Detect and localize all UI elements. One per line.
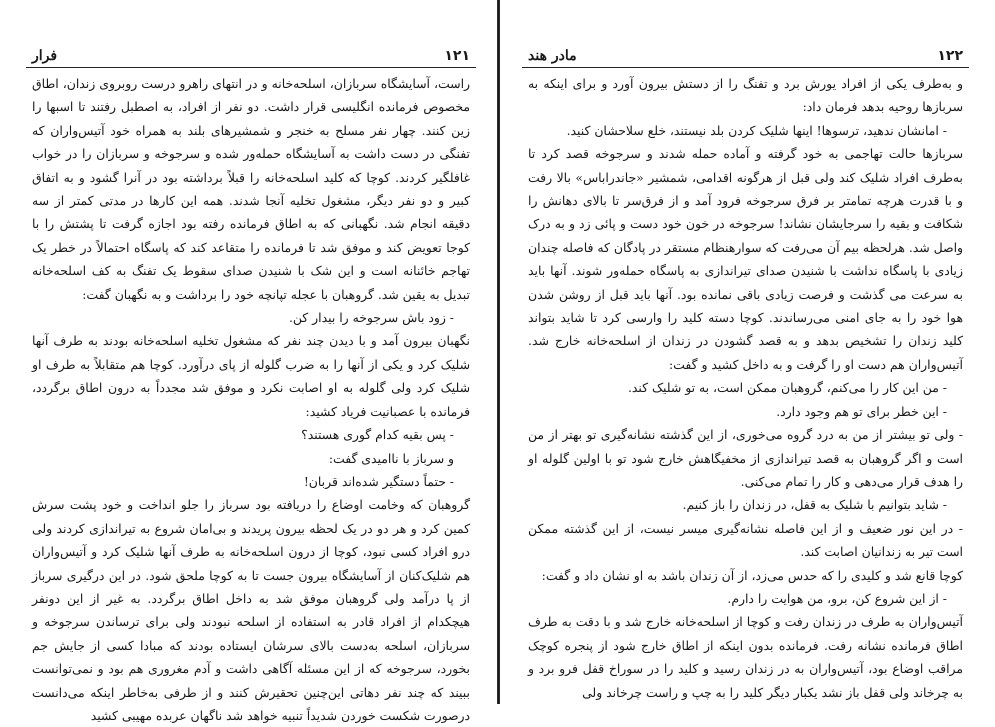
dialogue-line: - پس بقیه کدام گوری هستند؟ xyxy=(301,427,454,443)
right-page-number: ۱۲۲ xyxy=(937,48,963,64)
dialogue-line: - این خطر برای تو هم وجود دارد. xyxy=(776,403,947,419)
paragraph: و به‌طرف یکی از افراد یورش برد و تفنگ را از دستش بیرون آورد و برای اینکه به سربازها روحیه بدهد فرمان داد: xyxy=(528,76,963,115)
dialogue-line: و سرباز با ناامیدی گفت: xyxy=(328,450,454,466)
dialogue-line: - من این کار را می‌کنم، گروهبان ممکن است، به تو شلیک کند. xyxy=(627,380,947,396)
right-running-title: مادر هند xyxy=(528,48,577,64)
paragraph: کوچا قانع شد و کلیدی را که حدس می‌زد، از آن زندان باشد به او نشان داد و گفت: xyxy=(541,567,963,583)
left-page-number: ۱۲۱ xyxy=(444,48,470,64)
paragraph: - ولی تو بیشتر از من به درد گروه می‌خوری، از این گذشته نشانه‌گیری تو بهتر از من است و اگر گروهبان به قصد تیراندازی از مخفیگاهش خارج شود تو با اولین گلوله او را هدف قرار می‌دهی و کار را تمام می‌کنی. xyxy=(528,427,963,489)
paragraph: سربازها حالت تهاجمی به خود گرفته و آماده حمله شدند و سرجوخه قصد کرد تا به‌طرف افراد شلیک کند ولی قبل از هرگونه اقدامی، شمشیر «جاندراباس» بالا رفت و با قدرت هرچه تمامتر بر فرق سرجوخه فرود آمد و از فرق‌سر تا بالای دهانش را شکافت و بقیه را سرجایشان نشاند! سرجوخه در خون خود دست و پائی زد و به درک واصل شد. هرلحظه بیم آن می‌رفت که سوارهنظام مستقر در پادگان که فاصله چندان زیادی با پاسگاه نداشت با شنیدن صدای تیراندازی به پاسگاه حمله‌ور شوند. آنها باید به سرعت می گذشت و فرصت زیادی باقی نمانده بود. آنها باید قبل از روشن شدن هوا خود را به جای امنی می‌رساندند. کوچا دسته کلید را وارسی کرد تا شاید بتواند کلید زندان را تشخیص بدهد و به قصد گشودن در زندان از اسلحه‌خانه خارج شد. آتیس‌واران هم دست او را گرفت و به داخل کشید و گفت: xyxy=(528,146,963,372)
paragraph: - در این نور ضعیف و از این فاصله نشانه‌گیری میسر نیست، از این گذشته ممکن است تیر به زندانیان اصابت کند. xyxy=(528,520,963,560)
paragraph: گروهبان که وخامت اوضاع را دریافته بود سرباز را جلو انداخت و خود پشت سرش کمین کرد و هر دو در یک لحظه بیرون پریدند و بی‌امان شروع به تیراندازی کردند ولی درو افراد کسی نبود، کوچا از درون اسلحه‌خانه به طرف آنها شلیک کرد و آتیس‌واران هم شلیک‌کنان از آسایشگاه بیرون جست تا به کوچا ملحق شود. در این درگیری سرباز از پا درآمد ولی گروهبان موفق شد به داخل اطاق برگردد. به غیر از این دونفر هیچکدام از افراد قادر به استفاده از اسلحه نبودند ولی برای ترساندن سرجوخه و سربازان، اسلحه به‌دست بالای سرشان ایستاده بودند که مبادا کسی از جایش جم بخورد، سرجوخه که از این مسئله آگاهی داشت و آدم مغروری هم بود و نمی‌توانست ببیند که چند نفر دهاتی این‌چنین تحقیرش کنند و از طرفی به‌خاطر اینکه می‌دانست درصورت شکست خوردن شدیداً تنبیه خواهد شد ناگهان عربده مهیبی کشید xyxy=(32,497,470,723)
left-page xyxy=(0,0,498,723)
left-page-header xyxy=(26,44,476,68)
dialogue-line: - زود باش سرجوخه را بیدار کن. xyxy=(288,310,454,326)
dialogue-line: - حتماً دستگیر شده‌اند قربان! xyxy=(303,473,454,489)
dialogue-line: - از این شروع کن، برو، من هوایت را دارم. xyxy=(727,590,947,606)
right-page-header xyxy=(522,44,969,68)
left-page-body xyxy=(26,72,476,727)
paragraph: آتیس‌واران به طرف در زندان رفت و کوچا از اسلحه‌خانه خارج شد و با دقت به طرف اطاق فرمانده نشانه رفت. فرمانده بدون اینکه از اطاق خارج شود از پنجره کوچک مراقب اوضاع بود، آتیس‌واران به در زندان رسید و کلید را در سوراخ قفل فرو برد و به چرخاند ولی قفل باز نشد یکبار دیگر کلید را به چپ و راست چرخاند ولی xyxy=(528,614,963,700)
dialogue-line: - امانشان ندهید، ترسوها! اینها شلیک کردن بلد نیستند، خلع سلاحشان کنید. xyxy=(566,122,947,138)
right-page xyxy=(500,0,995,704)
paragraph: نگهبان بیرون آمد و با دیدن چند نفر که مشغول تخلیه اسلحه‌خانه بودند به طرف آنها شلیک کرد و یکی از آنها را به ضرب گلوله از پای درآورد. کوچا هم متقابلاً به طرف او شلیک کرد ولی گلوله به او اصابت نکرد و موفق شد مجدداً به درون اطاق برگردد، فرمانده با عصبانیت فریاد کشید: xyxy=(32,333,470,419)
right-page-body xyxy=(522,72,969,704)
paragraph: راست، آسایشگاه سربازان، اسلحه‌خانه و در انتهای راهرو درست روبروی زندان، اطاق مخصوص فرمانده انگلیسی قرار داشت. دو نفر از افراد، به اصطبل رفتند تا اسبها را زین کنند. چهار نفر مسلح به خنجر و شمشیرهای بلند به همراه خود آتیس‌واران که تفنگی در دست داشت به آسایشگاه حمله‌ور شده و سرجوخه و سربازان را در خواب غافلگیر کردند. کوچا که کلید اسلحه‌خانه را قبلاً برداشته بود در آنرا گشود و به اتفاق کبیر و دو نفر دیگر، مشغول تخلیه آنجا شدند. همه این کارها در مدتی کمتر از سه دقیقه انجام شد. نگهبانی که به اطاق فرمانده رفته بود اجازه گرفت تا پشتش را با کوجا تعویض کند و موفق شد تا فرمانده را متقاعد کند که پاسگاه احتمالاً در خطر یک تهاجم خائنانه است و این شک با شنیدن صدای سقوط یک تفنگ به کف اسلحه‌خانه تبدیل به یقین شد. گروهبان با عجله تپانچه خود را برداشت و به نگهبان گفت: xyxy=(32,76,470,302)
left-running-title: فرار xyxy=(32,48,58,64)
dialogue-line: - شاید بتوانیم با شلیک به قفل، در زندان را باز کنیم. xyxy=(682,497,947,513)
